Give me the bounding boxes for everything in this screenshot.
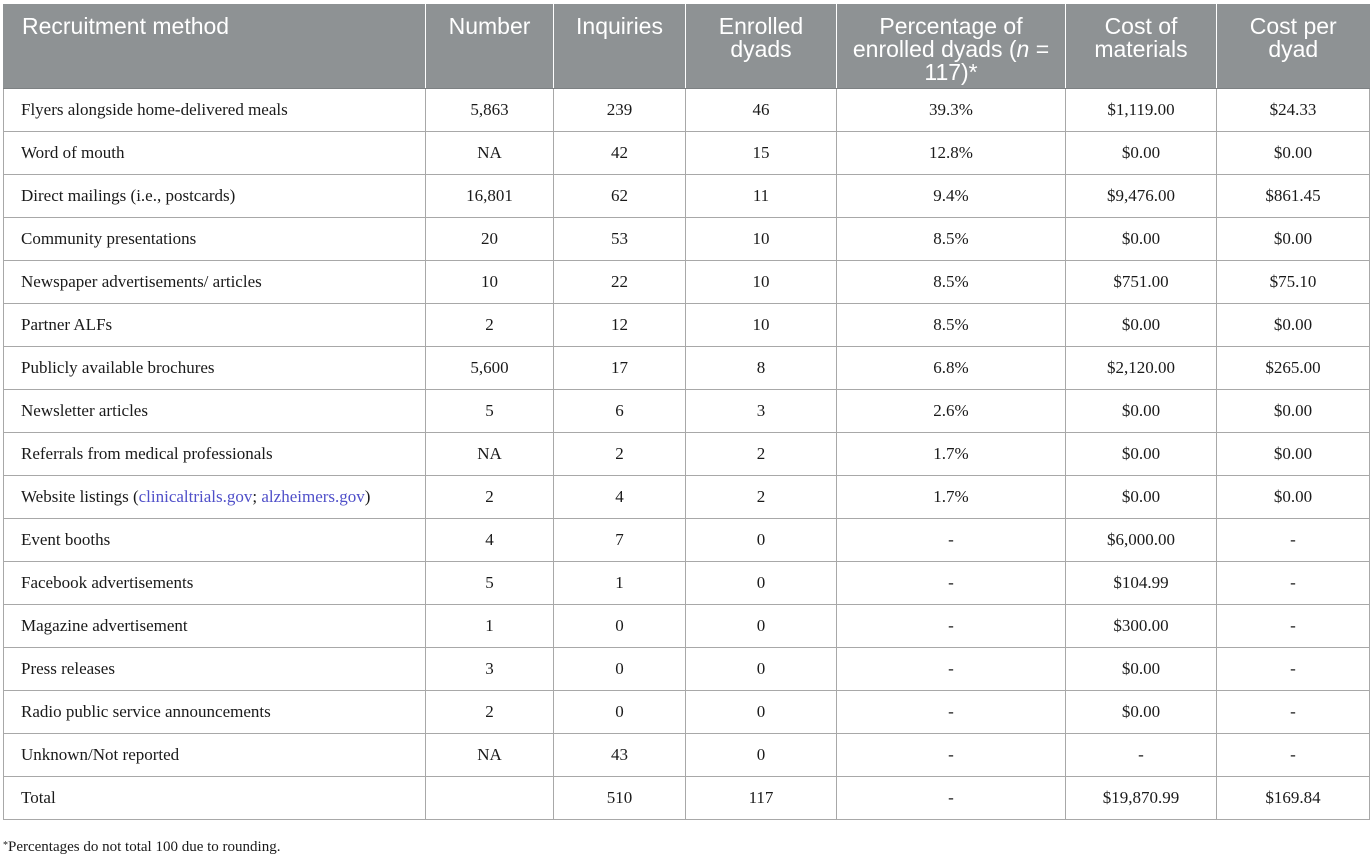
cell-inquiries: 2: [554, 432, 686, 475]
cell-enrolled: 0: [686, 604, 837, 647]
table-row: [4, 647, 1370, 690]
cell-number: 20: [426, 217, 554, 260]
header-percentage-prefix: Percentage of enrolled dyads (: [852, 13, 1023, 62]
cell-enrolled: 46: [686, 88, 837, 131]
cell-method: Facebook advertisements: [4, 561, 426, 604]
cell-number: 5,863: [426, 88, 554, 131]
cell-percentage: 39.3%: [837, 88, 1066, 131]
cell-cost-per-dyad: -: [1217, 733, 1370, 776]
cell-inquiries: 4: [554, 475, 686, 518]
cell-inquiries: 12: [554, 303, 686, 346]
cell-inquiries: 62: [554, 174, 686, 217]
cell-inquiries: 43: [554, 733, 686, 776]
cell-number: 4: [426, 518, 554, 561]
cell-number: 5: [426, 389, 554, 432]
table-row: [4, 604, 1370, 647]
cell-enrolled: 0: [686, 518, 837, 561]
cell-percentage: 8.5%: [837, 217, 1066, 260]
cell-percentage: 1.7%: [837, 475, 1066, 518]
cell-inquiries: 1: [554, 561, 686, 604]
cell-inquiries: 239: [554, 88, 686, 131]
cell-method: Referrals from medical professionals: [4, 432, 426, 475]
table-row: [4, 733, 1370, 776]
cell-cost: $300.00: [1066, 604, 1217, 647]
cell-percentage: 8.5%: [837, 303, 1066, 346]
cell-inquiries: 17: [554, 346, 686, 389]
cell-inquiries: 0: [554, 604, 686, 647]
method-separator: ;: [252, 486, 262, 506]
cell-cost-per-dyad: -: [1217, 647, 1370, 690]
cell-percentage: 12.8%: [837, 131, 1066, 174]
cell-cost: $0.00: [1066, 647, 1217, 690]
cell-percentage: -: [837, 647, 1066, 690]
cell-enrolled: 8: [686, 346, 837, 389]
header-percentage-n-rest: = 117)*: [924, 36, 1050, 85]
cell-cost-per-dyad: $0.00: [1217, 389, 1370, 432]
method-prefix: Website listings (: [21, 486, 139, 506]
cell-percentage: -: [837, 776, 1066, 819]
clinicaltrials-link[interactable]: clinicaltrials.gov: [138, 486, 253, 506]
header-inquiries: Inquiries: [554, 4, 686, 88]
table-row: [4, 346, 1370, 389]
cell-number: 2: [426, 690, 554, 733]
cell-cost: $19,870.99: [1066, 776, 1217, 819]
cell-method: Word of mouth: [4, 131, 426, 174]
table-row: [4, 475, 1370, 518]
table-row: [4, 217, 1370, 260]
cell-cost-per-dyad: $75.10: [1217, 260, 1370, 303]
cell-enrolled: 3: [686, 389, 837, 432]
cell-inquiries: 510: [554, 776, 686, 819]
cell-method: Partner ALFs: [4, 303, 426, 346]
table-row: [4, 174, 1370, 217]
cell-cost: $0.00: [1066, 217, 1217, 260]
table-row: [4, 389, 1370, 432]
cell-method: Flyers alongside home-delivered meals: [4, 88, 426, 131]
cell-cost: $2,120.00: [1066, 346, 1217, 389]
cell-method: Unknown/Not reported: [4, 733, 426, 776]
table-row: [4, 88, 1370, 131]
cell-cost: $0.00: [1066, 131, 1217, 174]
cell-cost-per-dyad: $169.84: [1217, 776, 1370, 819]
cell-enrolled: 10: [686, 260, 837, 303]
table-row: [4, 690, 1370, 733]
cell-number: 2: [426, 475, 554, 518]
header-percentage-n-variable: n: [1016, 36, 1030, 62]
cell-number: 5,600: [426, 346, 554, 389]
cell-cost-per-dyad: $0.00: [1217, 475, 1370, 518]
table-row: [4, 561, 1370, 604]
table-row: [4, 303, 1370, 346]
cell-cost: $0.00: [1066, 475, 1217, 518]
cell-cost-per-dyad: $0.00: [1217, 131, 1370, 174]
table-row: [4, 131, 1370, 174]
cell-number: 16,801: [426, 174, 554, 217]
cell-cost: $0.00: [1066, 690, 1217, 733]
table-header-row: [4, 4, 1370, 88]
cell-cost-per-dyad: -: [1217, 604, 1370, 647]
header-percentage-enrolled: [837, 4, 1066, 88]
cell-enrolled: 0: [686, 690, 837, 733]
cell-number: NA: [426, 432, 554, 475]
cell-cost-per-dyad: $0.00: [1217, 303, 1370, 346]
cell-enrolled: 2: [686, 475, 837, 518]
cell-cost: $6,000.00: [1066, 518, 1217, 561]
recruitment-methods-table: [3, 4, 1370, 820]
cell-cost: $1,119.00: [1066, 88, 1217, 131]
cell-method: Radio public service announcements: [4, 690, 426, 733]
header-cost-of-materials: Cost of materials: [1066, 4, 1217, 88]
cell-method: Publicly available brochures: [4, 346, 426, 389]
cell-cost-per-dyad: $265.00: [1217, 346, 1370, 389]
cell-enrolled: 117: [686, 776, 837, 819]
cell-inquiries: 0: [554, 690, 686, 733]
cell-percentage: 9.4%: [837, 174, 1066, 217]
cell-cost: $0.00: [1066, 432, 1217, 475]
cell-number: 10: [426, 260, 554, 303]
table-row: [4, 518, 1370, 561]
cell-percentage: 2.6%: [837, 389, 1066, 432]
cell-enrolled: 0: [686, 733, 837, 776]
cell-percentage: -: [837, 690, 1066, 733]
cell-method: Total: [4, 776, 426, 819]
cell-percentage: 1.7%: [837, 432, 1066, 475]
method-suffix: ): [364, 486, 371, 506]
cell-cost-per-dyad: $0.00: [1217, 432, 1370, 475]
cell-inquiries: 22: [554, 260, 686, 303]
cell-percentage: -: [837, 604, 1066, 647]
cell-percentage: -: [837, 561, 1066, 604]
header-recruitment-method: Recruitment method: [4, 4, 426, 88]
cell-enrolled: 11: [686, 174, 837, 217]
cell-percentage: -: [837, 733, 1066, 776]
cell-percentage: 8.5%: [837, 260, 1066, 303]
cell-method: [4, 475, 426, 518]
cell-inquiries: 0: [554, 647, 686, 690]
table-row: [4, 432, 1370, 475]
cell-percentage: -: [837, 518, 1066, 561]
cell-method: Newsletter articles: [4, 389, 426, 432]
cell-cost-per-dyad: $24.33: [1217, 88, 1370, 131]
cell-number: [426, 776, 554, 819]
alzheimers-link[interactable]: alzheimers.gov: [261, 486, 365, 506]
cell-method: Community presentations: [4, 217, 426, 260]
cell-inquiries: 53: [554, 217, 686, 260]
cell-enrolled: 10: [686, 303, 837, 346]
cell-inquiries: 6: [554, 389, 686, 432]
footnote-marker: *: [3, 840, 8, 851]
cell-method: Direct mailings (i.e., postcards): [4, 174, 426, 217]
cell-enrolled: 10: [686, 217, 837, 260]
header-enrolled-dyads: Enrolled dyads: [686, 4, 837, 88]
cell-number: NA: [426, 733, 554, 776]
table-footnote: [3, 839, 280, 856]
cell-method: Press releases: [4, 647, 426, 690]
cell-cost-per-dyad: $0.00: [1217, 217, 1370, 260]
header-number: Number: [426, 4, 554, 88]
cell-cost: $751.00: [1066, 260, 1217, 303]
cell-method: Event booths: [4, 518, 426, 561]
cell-cost: $104.99: [1066, 561, 1217, 604]
table-row-total: [4, 776, 1370, 819]
cell-cost-per-dyad: -: [1217, 690, 1370, 733]
cell-method: Newspaper advertisements/ articles: [4, 260, 426, 303]
cell-cost-per-dyad: -: [1217, 561, 1370, 604]
cell-cost: $9,476.00: [1066, 174, 1217, 217]
cell-percentage: 6.8%: [837, 346, 1066, 389]
cell-number: 2: [426, 303, 554, 346]
footnote-text: Percentages do not total 100 due to rounding.: [8, 839, 281, 855]
cell-cost-per-dyad: -: [1217, 518, 1370, 561]
cell-cost: -: [1066, 733, 1217, 776]
cell-enrolled: 2: [686, 432, 837, 475]
cell-number: 5: [426, 561, 554, 604]
cell-method: Magazine advertisement: [4, 604, 426, 647]
cell-number: 3: [426, 647, 554, 690]
cell-number: 1: [426, 604, 554, 647]
header-cost-per-dyad: Cost per dyad: [1217, 4, 1370, 88]
cell-enrolled: 0: [686, 647, 837, 690]
table-row: [4, 260, 1370, 303]
cell-enrolled: 15: [686, 131, 837, 174]
cell-enrolled: 0: [686, 561, 837, 604]
cell-inquiries: 7: [554, 518, 686, 561]
cell-inquiries: 42: [554, 131, 686, 174]
cell-cost: $0.00: [1066, 303, 1217, 346]
cell-cost-per-dyad: $861.45: [1217, 174, 1370, 217]
cell-cost: $0.00: [1066, 389, 1217, 432]
cell-number: NA: [426, 131, 554, 174]
